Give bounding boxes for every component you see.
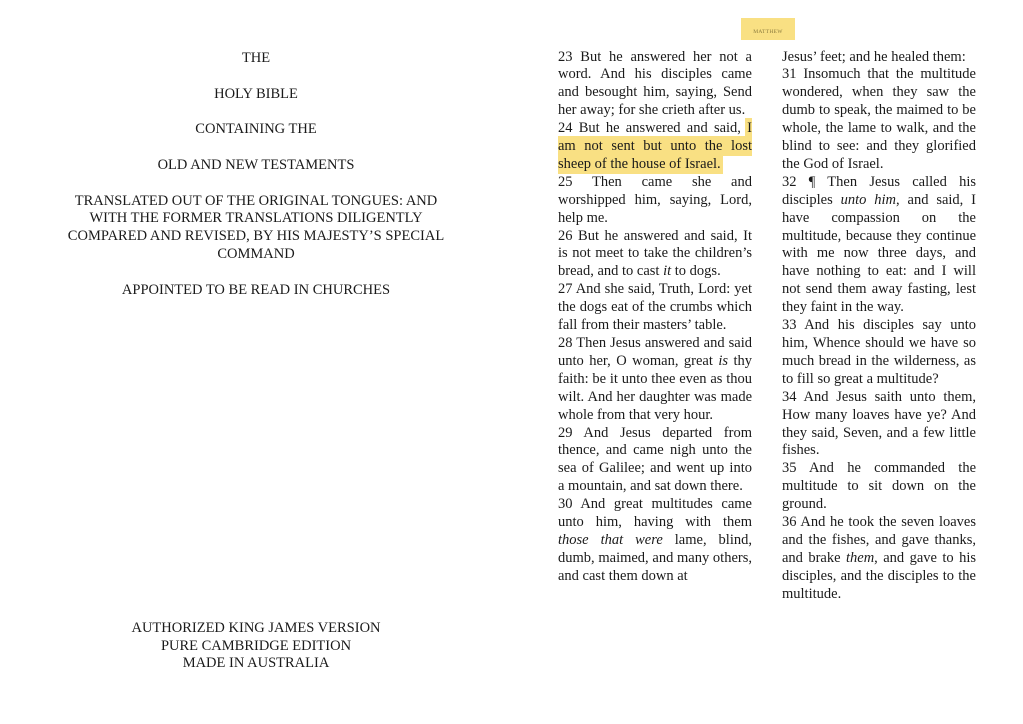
verse-27: 27 And she said, Truth, Lord: yet the dogs eat of the crumbs which fall from their masters’ table.	[558, 281, 752, 334]
italic-word: those that were	[558, 531, 663, 548]
running-header[interactable]	[741, 18, 795, 40]
verse-29: 29 And Jesus departed from thence, and came nigh unto the sea of Galilee; and went up into a mountain, and sat down there.	[558, 424, 752, 495]
verse-32	[782, 174, 976, 317]
verse-31: 31 Insomuch that the multitude wondered, when they saw the dumb to speak, the maimed to be whole, the lame to walk, and the blind to see: and they glorified the God of Israel.	[782, 66, 976, 172]
verse-30-text: 30 And great multitudes came unto him, having with them	[558, 496, 752, 531]
verse-28-text: 28 Then Jesus answered and said unto her, O woman, great	[558, 335, 752, 369]
verse-30-text: lame, blind, dumb, maimed, and many others, and cast them down at	[558, 531, 752, 584]
italic-word: it	[663, 263, 672, 280]
title-line: CONTAINING THE	[195, 120, 317, 137]
verse-26-text: to dogs.	[671, 263, 721, 280]
verse-24-text: 24 But he answered and said,	[558, 120, 748, 137]
title-line: WITH THE FORMER TRANSLATIONS DILIGENTLY	[89, 209, 423, 226]
title-line: HOLY BIBLE	[214, 85, 298, 102]
italic-word: unto him	[840, 191, 897, 208]
verse-28-text: thy faith: be it unto thee even as thou wilt. And her daughter was made whole from that very hour.	[558, 352, 752, 423]
edition-line: MADE IN AUSTRALIA	[182, 654, 330, 671]
verse-32-text: , and said, I have compassion on the multitude, because they continue with me now three days, and have nothing to eat: and I will not send them away fasting, lest they faint in the way.	[782, 191, 977, 316]
highlighted-text[interactable]: I am not sent but unto the lost sheep of the house of Israel.	[558, 120, 752, 172]
verse-36-text: , and gave to his disciples, and the disciples to the multitude.	[782, 549, 976, 602]
title-line: COMMAND	[217, 245, 295, 262]
title-line: OLD AND NEW TESTAMENTS	[157, 156, 355, 173]
verse-35: 35 And he commanded the multitude to sit down on the ground.	[782, 460, 976, 513]
verse-26-text: 26 But he answered and said, It is not meet to take the children’s bread, and to cast	[558, 227, 752, 280]
verse-32-text: 32 ¶ Then Jesus called his disciples	[782, 173, 976, 208]
verse-23: 23 But he answered her not a word. And his disciples came and besought him, saying, Send her away; for she crieth after us.	[558, 48, 752, 119]
edition-line: PURE CAMBRIDGE EDITION	[160, 637, 352, 654]
verse-26	[558, 228, 752, 282]
title-line: THE	[241, 49, 271, 66]
running-header-label: MATTHEW	[753, 28, 783, 35]
text-column-right	[782, 49, 976, 604]
verse-33: 33 And his disciples say unto him, Whence should we have so much bread in the wilderness, as to fill so great a multitude?	[782, 317, 976, 387]
edition-line: AUTHORIZED KING JAMES VERSION	[131, 619, 381, 636]
title-line: APPOINTED TO BE READ IN CHURCHES	[121, 281, 391, 298]
verse-36-text: 36 And he took the seven loaves and the fishes, and gave thanks, and brake	[782, 514, 976, 566]
verse-24	[558, 120, 752, 174]
verse-36	[782, 514, 976, 604]
title-line: COMPARED AND REVISED, BY HIS MAJESTY’S SPECIAL	[67, 227, 445, 244]
verse-25: 25 Then came she and worshipped him, saying, Lord, help me.	[558, 173, 752, 226]
text-column-left	[558, 49, 752, 586]
verse-30	[558, 496, 752, 586]
title-line: TRANSLATED OUT OF THE ORIGINAL TONGUES: AND	[74, 192, 438, 209]
verse-28	[558, 335, 752, 425]
verse-30-continued: Jesus’ feet; and he healed them:	[782, 48, 966, 65]
verse-34: 34 And Jesus saith unto them, How many loaves have ye? And they said, Seven, and a few little fishes.	[782, 388, 976, 459]
italic-word: them	[845, 549, 875, 566]
italic-word: is	[718, 352, 729, 369]
